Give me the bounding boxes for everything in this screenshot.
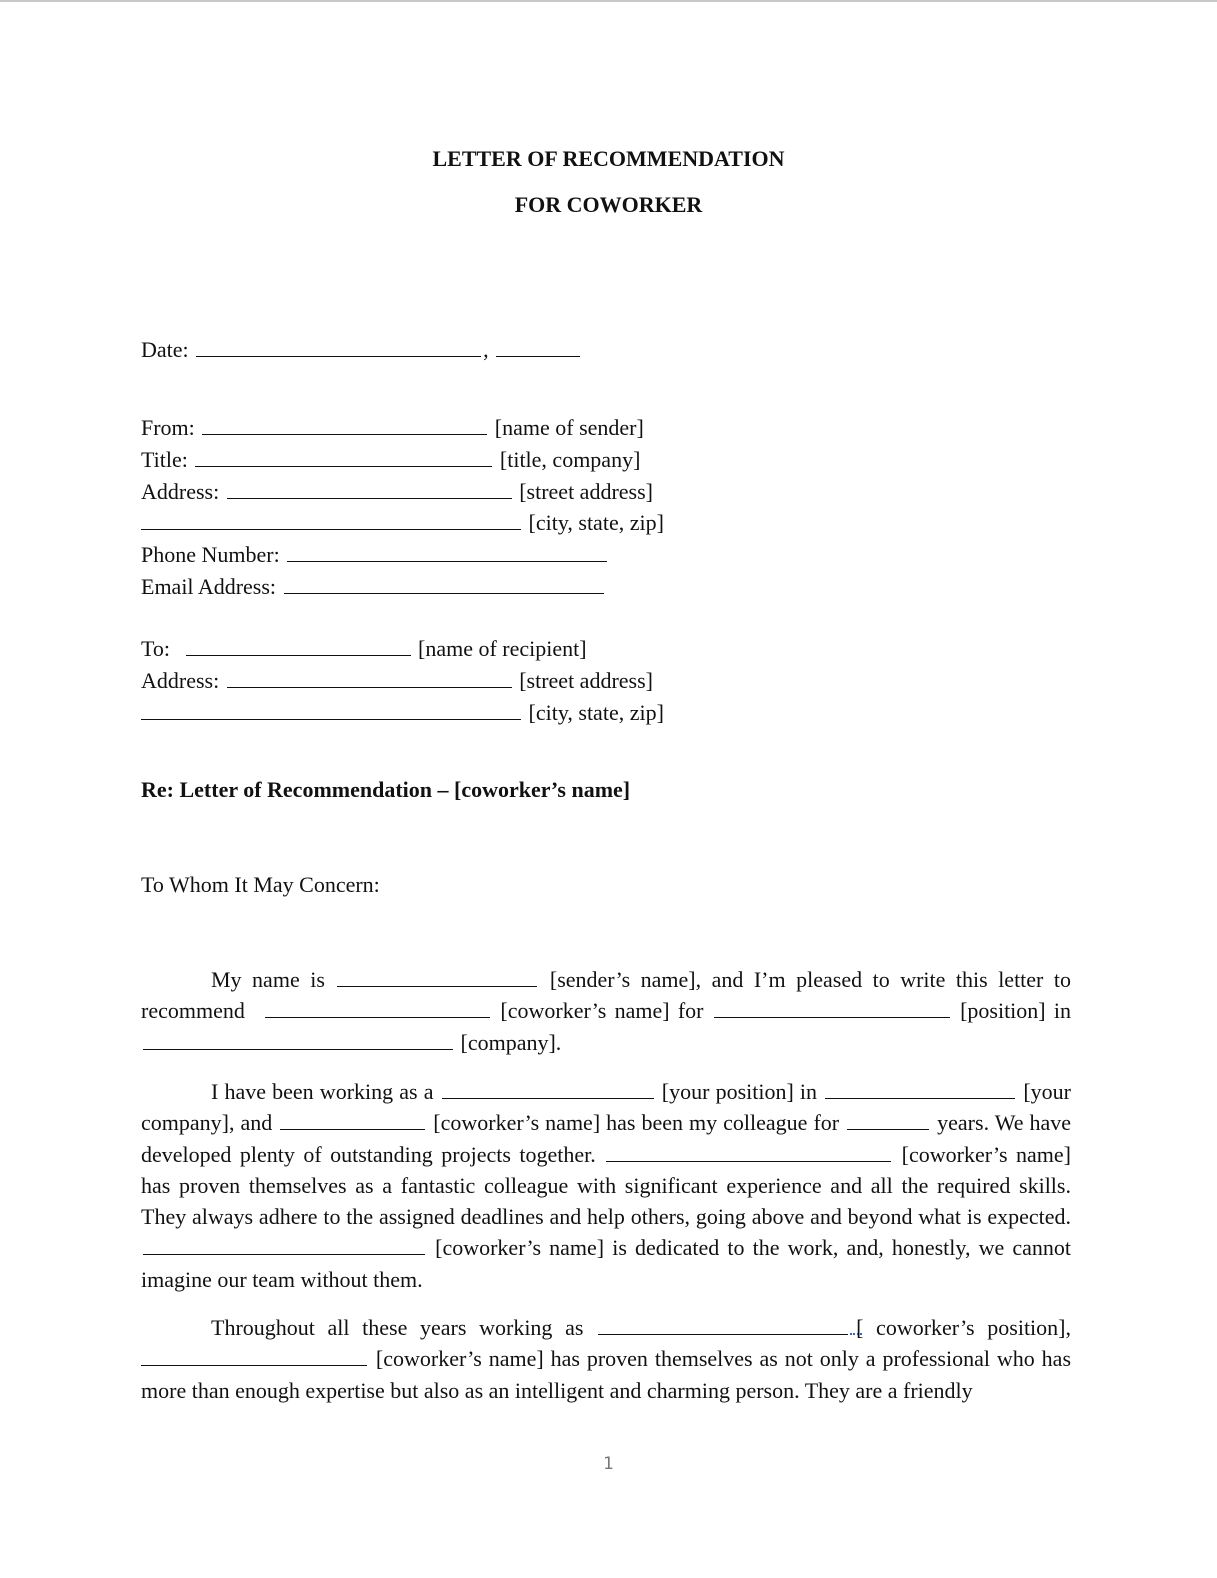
paragraph-3	[141, 1312, 1071, 1406]
recipient-city-line	[141, 699, 664, 726]
sender-address-line	[141, 478, 653, 505]
p2-text-5: years. We have developed plenty of outstanding projects together.	[141, 1110, 1071, 1167]
paragraph-2	[141, 1076, 1071, 1295]
p1-text-2: [sender’s name], and I’m pleased to write this letter to recommend	[141, 967, 1071, 1024]
to-hint: [name of recipient]	[418, 636, 587, 661]
title-label: Title:	[141, 447, 188, 472]
p2-your-position-blank[interactable]	[442, 1078, 654, 1099]
p2-text-1: I have been working as a	[211, 1079, 434, 1104]
p2-coworker-name-blank-2[interactable]	[606, 1141, 891, 1162]
p1-sender-name-blank[interactable]	[337, 966, 537, 987]
p2-text-6: [coworker’s name] has proven themselves as a fantastic colleague with significant experience and all the required skills. They always adhere to the assigned deadlines and help others, going above and beyond what is expected.	[141, 1141, 1071, 1230]
recipient-address-label: Address:	[141, 668, 220, 693]
sender-address-hint: [street address]	[519, 479, 653, 504]
to-label: To:	[141, 636, 171, 661]
email-label: Email Address:	[141, 574, 277, 599]
document-subtitle: FOR COWORKER	[514, 192, 703, 217]
p1-company-blank[interactable]	[143, 1029, 453, 1050]
recipient-city-hint: [city, state, zip]	[528, 700, 664, 725]
recipient-name-blank[interactable]	[186, 635, 411, 656]
paragraph-1	[141, 964, 1071, 1058]
p2-coworker-name-blank[interactable]	[280, 1109, 425, 1130]
recipient-street-blank[interactable]	[227, 667, 512, 688]
p1-text-4: [position] in	[960, 998, 1072, 1024]
p1-coworker-name-blank[interactable]	[265, 997, 490, 1018]
p1-position-blank[interactable]	[714, 997, 950, 1018]
sender-name-blank[interactable]	[202, 414, 487, 435]
date-separator: ,	[483, 337, 489, 362]
phone-blank[interactable]	[287, 541, 607, 562]
p3-coworker-position-blank[interactable]	[598, 1314, 848, 1335]
date-line	[141, 336, 582, 363]
sender-street-blank[interactable]	[227, 478, 512, 499]
p1-text-5: [company].	[460, 1029, 562, 1055]
to-line	[141, 635, 587, 662]
sender-city-hint: [city, state, zip]	[528, 510, 664, 535]
p2-text-4: [coworker’s name] has been my colleague for	[433, 1110, 840, 1136]
p1-text-1: My name is	[211, 967, 325, 992]
p2-text-2: [your position] in	[661, 1079, 818, 1104]
document-title: LETTER OF RECOMMENDATION	[432, 146, 785, 171]
p1-text-3: [coworker’s name] for	[500, 998, 704, 1024]
sender-city-blank[interactable]	[141, 509, 521, 530]
p2-your-company-blank[interactable]	[825, 1078, 1015, 1099]
from-hint: [name of sender]	[494, 415, 644, 440]
from-line	[141, 414, 644, 441]
date-month-day-blank[interactable]	[196, 336, 481, 357]
p2-text-7: [coworker’s name] is dedicated to the work, and, honestly, we cannot imagine our team without them.	[141, 1235, 1071, 1292]
sender-address-label: Address:	[141, 479, 220, 504]
sender-city-line	[141, 509, 664, 536]
p3-coworker-name-blank[interactable]	[141, 1345, 367, 1366]
salutation: To Whom It May Concern:	[141, 872, 380, 897]
p2-coworker-name-blank-3[interactable]	[143, 1234, 425, 1255]
date-year-blank[interactable]	[496, 336, 580, 357]
recipient-city-blank[interactable]	[141, 699, 521, 720]
recipient-address-hint: [street address]	[519, 668, 653, 693]
email-blank[interactable]	[284, 573, 604, 594]
p2-years-blank[interactable]	[847, 1109, 929, 1130]
phone-label: Phone Number:	[141, 542, 280, 567]
p3-text-2: [ coworker’s position],	[856, 1315, 1071, 1340]
p3-text-1: Throughout all these years working as	[211, 1315, 584, 1340]
sender-title-blank[interactable]	[195, 446, 492, 467]
phone-line	[141, 541, 609, 568]
from-label: From:	[141, 415, 195, 440]
p3-text-3: [coworker’s name] has proven themselves as not only a professional who has more than enough expertise but also as an intelligent and charming person. They are a friendly	[141, 1346, 1072, 1403]
page-number: 1	[603, 1454, 614, 1474]
title-hint: [title, company]	[499, 447, 641, 472]
p2-text-3: [your company], and	[141, 1079, 1071, 1136]
date-label: Date:	[141, 337, 189, 362]
recipient-address-line	[141, 667, 653, 694]
title-line	[141, 446, 640, 473]
document-page	[0, 2, 1217, 1578]
subject-line: Re: Letter of Recommendation – [coworker’s name]	[141, 777, 631, 802]
email-line	[141, 573, 606, 600]
